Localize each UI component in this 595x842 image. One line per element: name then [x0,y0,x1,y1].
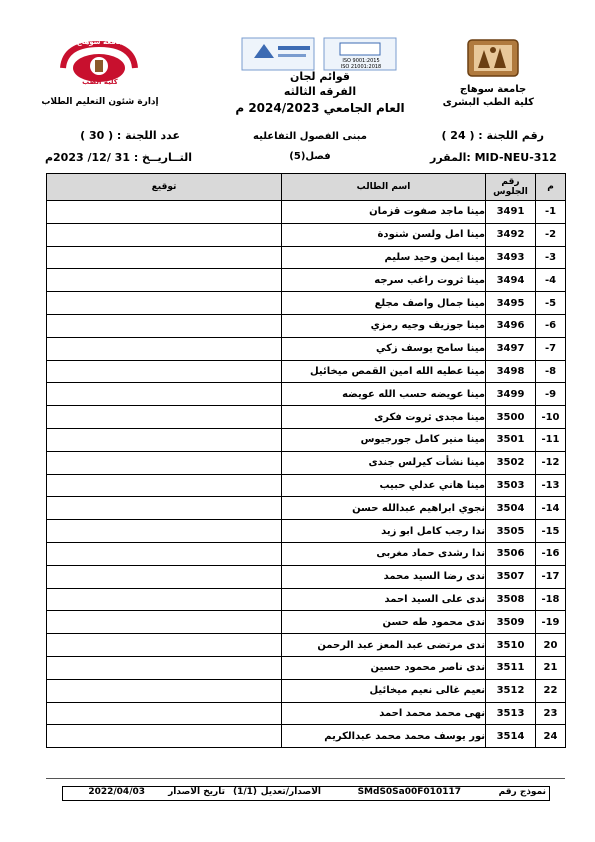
row-seat-number: 3510 [486,634,536,657]
row-student-name: مينا مجدى ثروت فكرى [282,406,486,429]
row-seat-number: 3504 [486,497,536,520]
row-student-name: نور يوسف محمد محمد عبدالكريم [282,725,486,748]
row-signature-cell [47,292,282,315]
row-student-name: مينا نشأت كيرلس جندى [282,451,486,474]
table-row [47,428,566,451]
row-serial: -18 [536,588,566,611]
row-seat-number: 3493 [486,246,536,269]
row-student-name: ندى رضا السيد محمد [282,565,486,588]
row-serial: -7 [536,337,566,360]
row-student-name: مينا جمال واصف مجلع [282,292,486,315]
table-header-row [47,174,566,201]
row-signature-cell [47,588,282,611]
row-seat-number: 3499 [486,383,536,406]
row-student-name: نهى محمد محمد احمد [282,702,486,725]
row-student-name: مينا ثروت راغب سرجه [282,269,486,292]
table-row [47,292,566,315]
row-signature-cell [47,474,282,497]
logo-sub-label: كلية الطب [82,78,118,86]
row-student-name: نجوي ابراهيم عبدالله حسن [282,497,486,520]
row-signature-cell [47,451,282,474]
table-row [47,497,566,520]
row-serial: 20 [536,634,566,657]
row-signature-cell [47,520,282,543]
university-name: جامعة سوهاج [459,84,527,95]
form-code: SMdS0Sa00F010117 [357,787,461,797]
row-serial: -1 [536,201,566,224]
row-student-name: مينا امل ولسن شنودة [282,223,486,246]
row-signature-cell [47,314,282,337]
row-serial: -5 [536,292,566,315]
row-signature-cell [47,428,282,451]
table-row [47,702,566,725]
footer-divider [46,778,565,779]
row-signature-cell [47,406,282,429]
row-signature-cell [47,702,282,725]
table-row [47,314,566,337]
row-student-name: مينا سامح يوسف زكي [282,337,486,360]
iso-text-2: ISO 21001:2018 [340,64,382,70]
row-signature-cell [47,679,282,702]
row-student-name: ندا رجب كامل ابو زيد [282,520,486,543]
row-seat-number: 3501 [486,428,536,451]
row-signature-cell [47,611,282,634]
issue-date: 2022/04/03 [88,787,145,797]
row-serial: -3 [536,246,566,269]
form-number-label: نموذج رقم [498,787,546,797]
table-row [47,542,566,565]
row-seat-number: 3502 [486,451,536,474]
row-student-name: ندى على السيد احمد [282,588,486,611]
row-seat-number: 3507 [486,565,536,588]
exam-date: التــاريــخ : 31 /12/ 2023م [44,151,192,164]
iso-text-1: ISO 9001:2015 [342,58,380,64]
row-seat-number: 3508 [486,588,536,611]
header-seat-number: رقم الجلوس [486,174,536,201]
row-seat-number: 3495 [486,292,536,315]
row-serial: 21 [536,656,566,679]
row-student-name: مينا منير كامل جورجيوس [282,428,486,451]
header-signature: توقيع [47,174,282,201]
header-student-name: اسم الطالب [282,174,486,201]
table-row [47,565,566,588]
table-row [47,611,566,634]
table-row [47,360,566,383]
row-signature-cell [47,656,282,679]
row-serial: -13 [536,474,566,497]
table-row [47,725,566,748]
row-signature-cell [47,201,282,224]
row-seat-number: 3505 [486,520,536,543]
row-student-name: مينا ماجد صفوت قزمان [282,201,486,224]
row-seat-number: 3492 [486,223,536,246]
row-serial: -6 [536,314,566,337]
table-row [47,269,566,292]
row-student-name: نعيم غالى نعيم ميخائيل [282,679,486,702]
table-row [47,588,566,611]
edition-label: الاصدار/تعديل [260,787,321,797]
course-code: المقرر: MID-NEU-312 [430,151,557,164]
table-row [47,383,566,406]
row-serial: -12 [536,451,566,474]
row-student-name: مينا ايمن وحيد سليم [282,246,486,269]
row-student-name: ندا رشدى حماد مغربى [282,542,486,565]
row-seat-number: 3494 [486,269,536,292]
table-row [47,656,566,679]
row-serial: -15 [536,520,566,543]
roster-body [47,201,566,748]
faculty-name: كلية الطب البشرى [442,97,534,108]
student-roster-table [46,173,566,748]
logo-label: جامعة سوهاج [76,38,124,46]
row-signature-cell [47,542,282,565]
row-signature-cell [47,337,282,360]
table-row [47,246,566,269]
committee-number: رقم اللجنة : ( 24 ) [441,129,544,142]
row-serial: -16 [536,542,566,565]
row-seat-number: 3514 [486,725,536,748]
row-seat-number: 3503 [486,474,536,497]
table-row [47,406,566,429]
row-signature-cell [47,565,282,588]
row-signature-cell [47,223,282,246]
row-signature-cell [47,246,282,269]
row-seat-number: 3491 [486,201,536,224]
document-footer [62,786,550,801]
row-student-name: ندى محمود طه حسن [282,611,486,634]
row-serial: -19 [536,611,566,634]
row-signature-cell [47,360,282,383]
row-student-name: ندى ناصر محمود حسين [282,656,486,679]
row-seat-number: 3512 [486,679,536,702]
row-signature-cell [47,497,282,520]
row-serial: 22 [536,679,566,702]
table-row [47,474,566,497]
row-seat-number: 3497 [486,337,536,360]
row-serial: -17 [536,565,566,588]
table-row [47,520,566,543]
table-row [47,223,566,246]
row-serial: -11 [536,428,566,451]
row-serial: -8 [536,360,566,383]
title-academic-year: العام الجامعي 2024/2023 م [235,101,405,115]
row-serial: -14 [536,497,566,520]
table-row [47,337,566,360]
row-seat-number: 3498 [486,360,536,383]
edition-value: (1/1) [232,787,257,797]
row-serial: -10 [536,406,566,429]
row-seat-number: 3511 [486,656,536,679]
row-student-name: مينا عطيه الله امين القمص ميخائيل [282,360,486,383]
row-seat-number: 3506 [486,542,536,565]
table-row [47,451,566,474]
row-student-name: مينا جوزيف وجيه رمزي [282,314,486,337]
row-student-name: مينا هاني عدلي حبيب [282,474,486,497]
committee-count: عدد اللجنة : ( 30 ) [80,129,180,142]
table-row [47,634,566,657]
header-serial: م [536,174,566,201]
title-committee-lists: قوائم لجان [289,70,351,83]
row-signature-cell [47,383,282,406]
row-seat-number: 3500 [486,406,536,429]
table-row [47,679,566,702]
row-signature-cell [47,725,282,748]
row-student-name: مينا عويضه حسب الله عويضه [282,383,486,406]
row-signature-cell [47,634,282,657]
row-serial: 24 [536,725,566,748]
row-serial: -2 [536,223,566,246]
row-seat-number: 3513 [486,702,536,725]
building-name: مبنى الفصول التفاعليه [253,131,367,142]
row-serial: -9 [536,383,566,406]
hall-name: فصل(5) [289,151,331,162]
row-serial: 23 [536,702,566,725]
row-student-name: ندى مرتضى عبد المعز عبد الرحمن [282,634,486,657]
university-logo [462,38,524,78]
row-serial: -4 [536,269,566,292]
row-seat-number: 3509 [486,611,536,634]
issue-date-label: تاريخ الاصدار [168,787,225,797]
row-signature-cell [47,269,282,292]
row-seat-number: 3496 [486,314,536,337]
title-third-year: الفرقه الثالثه [283,85,357,98]
table-row [47,201,566,224]
department-name: إدارة شئون التعليم الطلاب [41,97,159,107]
